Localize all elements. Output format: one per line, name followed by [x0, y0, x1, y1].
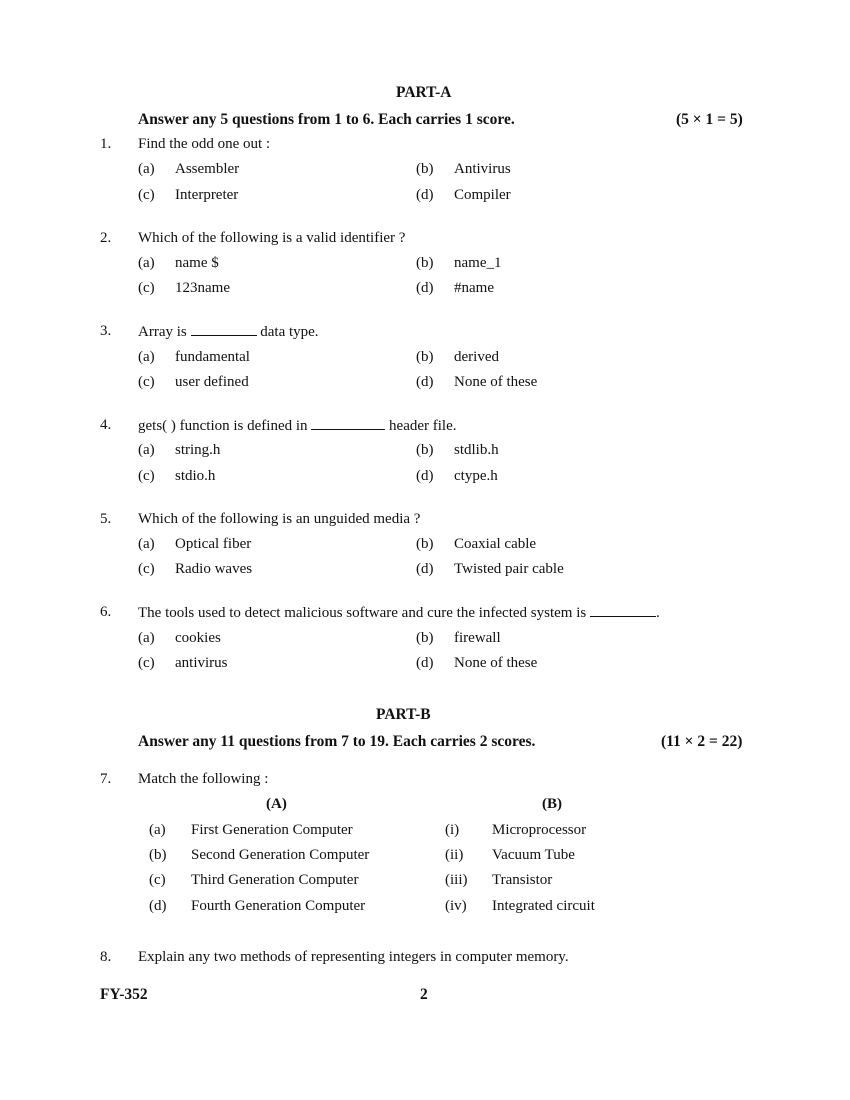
option-text: Coaxial cable — [454, 536, 537, 552]
option-text: Assembler — [175, 161, 240, 177]
match-b-label: (ii) — [445, 847, 464, 863]
question-text: Find the odd one out : — [138, 136, 271, 152]
option-label: (c) — [138, 468, 155, 484]
match-a-text: Third Generation Computer — [191, 872, 359, 888]
option-label: (c) — [138, 280, 155, 296]
option-text: string.h — [175, 442, 221, 458]
page-number: 2 — [420, 986, 428, 1003]
answer-blank — [311, 417, 385, 430]
part-a-marks: (5 × 1 = 5) — [676, 111, 743, 128]
match-b-text: Microprocessor — [492, 822, 587, 838]
match-b-text: Transistor — [492, 872, 553, 888]
option-text: None of these — [454, 655, 538, 671]
question-number: 6. — [100, 604, 112, 620]
option-label: (a) — [138, 536, 155, 552]
match-a-label: (a) — [149, 822, 166, 838]
question-number: 3. — [100, 323, 112, 339]
option-label: (a) — [138, 349, 155, 365]
option-label: (d) — [416, 468, 434, 484]
option-text: name $ — [175, 255, 219, 271]
option-label: (d) — [416, 655, 434, 671]
option-label: (d) — [416, 280, 434, 296]
question-number: 1. — [100, 136, 112, 152]
option-label: (c) — [138, 187, 155, 203]
question-text: Explain any two methods of representing integers in computer memory. — [138, 949, 569, 965]
option-text: antivirus — [175, 655, 228, 671]
question-number: 5. — [100, 511, 112, 527]
question-text: Which of the following is a valid identifier ? — [138, 230, 406, 246]
option-text: 123name — [175, 280, 230, 296]
option-text: Compiler — [454, 187, 511, 203]
option-text: Interpreter — [175, 187, 239, 203]
option-label: (c) — [138, 374, 155, 390]
question-number: 7. — [100, 771, 112, 787]
option-label: (b) — [416, 630, 434, 646]
option-label: (a) — [138, 442, 155, 458]
option-text: ctype.h — [454, 468, 498, 484]
question-text-before: Array is — [138, 324, 187, 340]
option-label: (c) — [138, 655, 155, 671]
option-label: (d) — [416, 561, 434, 577]
option-label: (a) — [138, 161, 155, 177]
option-label: (a) — [138, 630, 155, 646]
column-a-header: (A) — [266, 796, 287, 812]
match-a-text: Fourth Generation Computer — [191, 898, 366, 914]
question-text: Which of the following is an unguided media ? — [138, 511, 421, 527]
part-b-instruction: Answer any 11 questions from 7 to 19. Each carries 2 scores. — [138, 733, 536, 750]
question-number: 4. — [100, 417, 112, 433]
option-label: (b) — [416, 161, 434, 177]
option-text: #name — [454, 280, 494, 296]
match-b-text: Integrated circuit — [492, 898, 595, 914]
question-text — [138, 417, 457, 435]
option-label: (d) — [416, 187, 434, 203]
answer-blank — [191, 323, 257, 336]
option-text: Radio waves — [175, 561, 253, 577]
question-text-after: header file. — [389, 418, 457, 434]
option-text: Twisted pair cable — [454, 561, 564, 577]
option-text: fundamental — [175, 349, 250, 365]
match-a-text: First Generation Computer — [191, 822, 353, 838]
option-text: None of these — [454, 374, 538, 390]
question-text-after: data type. — [260, 324, 319, 340]
option-text: cookies — [175, 630, 221, 646]
option-text: derived — [454, 349, 499, 365]
match-b-label: (i) — [445, 822, 460, 838]
option-text: stdio.h — [175, 468, 216, 484]
option-label: (b) — [416, 442, 434, 458]
option-text: stdlib.h — [454, 442, 499, 458]
option-label: (b) — [416, 349, 434, 365]
question-text: Match the following : — [138, 771, 269, 787]
part-a-instruction: Answer any 5 questions from 1 to 6. Each carries 1 score. — [138, 111, 515, 128]
question-number: 8. — [100, 949, 112, 965]
match-b-text: Vacuum Tube — [492, 847, 575, 863]
option-label: (d) — [416, 374, 434, 390]
option-label: (b) — [416, 536, 434, 552]
question-number: 2. — [100, 230, 112, 246]
option-label: (b) — [416, 255, 434, 271]
option-text: Antivirus — [454, 161, 511, 177]
part-a-title: PART-A — [396, 84, 452, 101]
option-label: (c) — [138, 561, 155, 577]
question-text — [138, 604, 660, 622]
column-b-header: (B) — [542, 796, 562, 812]
match-a-text: Second Generation Computer — [191, 847, 370, 863]
option-text: Optical fiber — [175, 536, 252, 552]
question-text-before: gets( ) function is defined in — [138, 418, 308, 434]
question-text-before: The tools used to detect malicious software and cure the infected system is — [138, 605, 587, 621]
question-text — [138, 323, 319, 341]
option-text: name_1 — [454, 255, 502, 271]
option-text: firewall — [454, 630, 501, 646]
match-a-label: (c) — [149, 872, 166, 888]
answer-blank — [590, 604, 656, 617]
match-b-label: (iv) — [445, 898, 467, 914]
question-text-after: . — [655, 605, 660, 621]
part-b-title: PART-B — [376, 706, 431, 723]
paper-code: FY-352 — [100, 986, 148, 1003]
option-label: (a) — [138, 255, 155, 271]
match-b-label: (iii) — [445, 872, 468, 888]
match-a-label: (b) — [149, 847, 167, 863]
match-a-label: (d) — [149, 898, 167, 914]
part-b-marks: (11 × 2 = 22) — [661, 733, 743, 750]
option-text: user defined — [175, 374, 249, 390]
